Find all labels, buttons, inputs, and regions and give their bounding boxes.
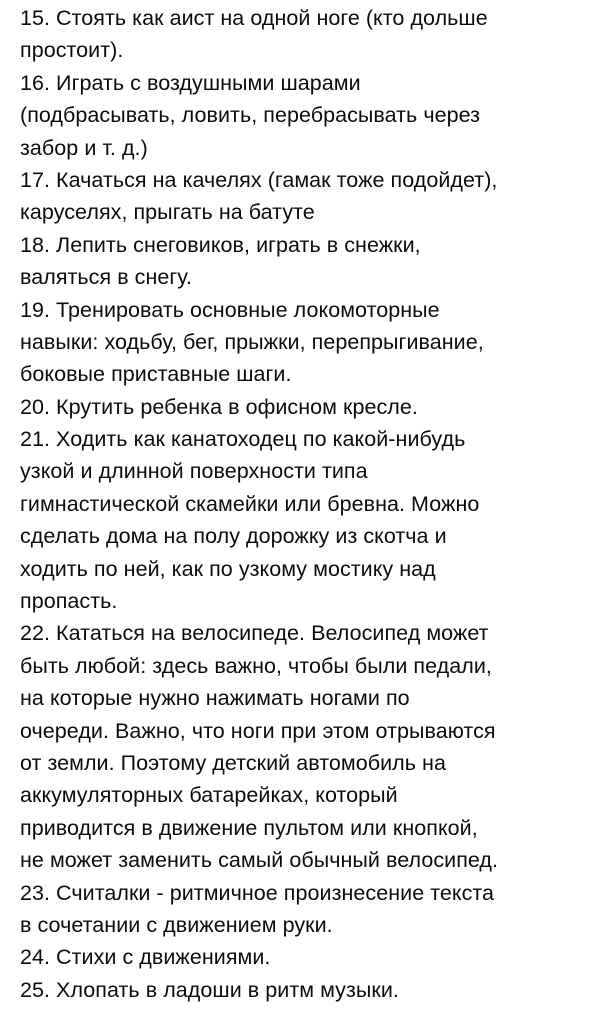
text-line: очереди. Важно, что ноги при этом отрываются: [20, 718, 496, 743]
text-line: на которые нужно нажимать ногами по: [20, 686, 410, 711]
text-line: в сочетании с движением руки.: [20, 912, 333, 937]
document-text: [20, 2, 598, 1006]
text-line: сделать дома на полу дорожку из скотча и: [20, 524, 447, 549]
text-line: 15. Стоять как аист на одной ноге (кто дольше: [20, 6, 488, 30]
text-line: простоит).: [20, 38, 124, 63]
text-line: приводится в движение пультом или кнопкой,: [20, 815, 478, 840]
text-line: гимнастической скамейки или бревна. Можно: [20, 491, 480, 516]
text-line: навыки: ходьбу, бег, прыжки, перепрыгивание,: [20, 329, 484, 354]
text-line: 19. Тренировать основные локомоторные: [20, 297, 440, 322]
text-line: узкой и длинной поверхности типа: [20, 459, 368, 484]
text-line: аккумуляторных батарейках, который: [20, 783, 398, 808]
text-line: пропасть.: [20, 589, 118, 614]
text-line: не может заменить самый обычный велосипед.: [20, 848, 499, 873]
text-line: забор и т. д.): [20, 135, 148, 160]
text-line: боковые приставные шаги.: [20, 362, 292, 387]
text-line: 22. Кататься на велосипеде. Велосипед может: [20, 621, 489, 646]
text-line: быть любой: здесь важно, чтобы были педали,: [20, 653, 492, 678]
text-line: 25. Хлопать в ладоши в ритм музыки.: [20, 977, 399, 1002]
text-line: 23. Считалки - ритмичное произнесение текста: [20, 880, 495, 905]
text-line: 20. Крутить ребенка в офисном кресле.: [20, 394, 418, 419]
text-line: валяться в снегу.: [20, 265, 192, 290]
text-line: ходить по ней, как по узкому мостику над: [20, 556, 436, 581]
text-line: от земли. Поэтому детский автомобиль на: [20, 750, 446, 775]
text-line: 21. Ходить как канатоходец по какой-нибудь: [20, 427, 466, 452]
text-line: (подбрасывать, ловить, перебрасывать через: [20, 103, 481, 128]
text-line: каруселях, прыгать на батуте: [20, 200, 315, 225]
text-line: 18. Лепить снеговиков, играть в снежки,: [20, 232, 421, 257]
text-line: 16. Играть с воздушными шарами: [20, 70, 361, 95]
text-line: 17. Качаться на качелях (гамак тоже подойдет),: [20, 167, 498, 192]
text-line: 24. Стихи с движениями.: [20, 945, 271, 970]
